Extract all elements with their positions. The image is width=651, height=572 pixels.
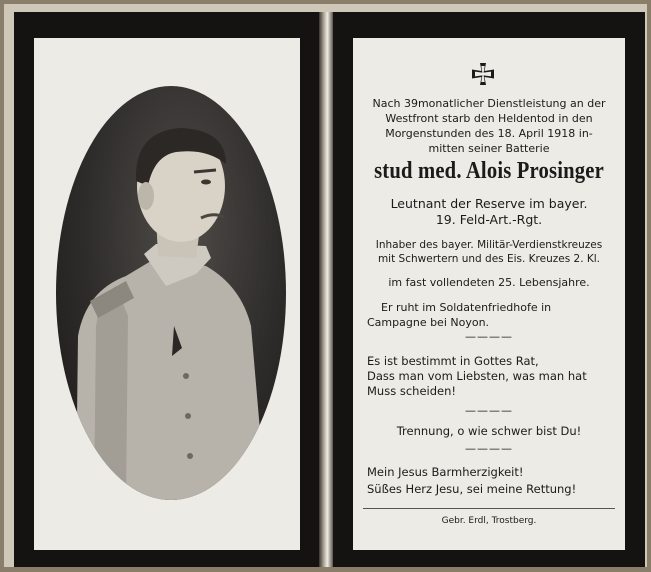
soldier-silhouette [56,86,286,500]
text-line: Nach 39monatlicher Dienstleistung an der [372,97,606,110]
text-line: Es ist bestimmt in Gottes Rat, [367,354,539,368]
divider: ———— [465,330,513,343]
divider: ———— [465,404,513,417]
age-text: im fast vollendeten 25. Lebensjahre. [388,276,590,289]
deceased-name: stud med. Alois Prosinger [374,158,604,184]
bottom-rule [363,508,615,509]
text-panel [333,12,645,567]
divider: ———— [465,442,513,455]
burial-text [367,300,625,330]
printer-credit: Gebr. Erdl, Trostberg. [441,516,537,526]
text-line: mitten seiner Batterie [428,142,550,155]
text-line: Dass man vom Liebsten, was man hat [367,369,587,383]
verse-text [367,354,625,399]
text-line: mit Schwertern und des Eis. Kreuzes 2. Kl. [377,253,601,265]
text-line: Inhaber des bayer. Militär-Verdienstkreuzes [375,239,603,251]
rank-text [353,196,625,228]
card-fold [319,12,333,567]
death-notice-text [353,96,625,156]
text-line: Campagne bei Noyon. [367,316,490,329]
iron-cross-icon [471,62,495,86]
text-frame [353,38,625,550]
prayer-text [367,464,625,498]
text-line: Leutnant der Reserve im bayer. [390,196,588,211]
decorations-text [353,238,625,266]
portrait-frame [34,38,300,550]
text-line: Morgenstunden des 18. April 1918 in- [385,127,593,140]
text-line: Mein Jesus Barmherzigkeit! [367,465,524,479]
text-line: Süßes Herz Jesu, sei meine Rettung! [367,482,577,496]
text-line: 19. Feld-Art.-Rgt. [435,212,543,227]
text-line: Westfront starb den Heldentod in den [385,112,593,125]
portrait-photo [56,86,286,500]
parting-text: Trennung, o wie schwer bist Du! [396,424,582,438]
text-line: Er ruht im Soldatenfriedhofe in [381,301,552,314]
memorial-card [4,4,647,567]
portrait-panel [14,12,319,567]
text-line: Muss scheiden! [367,384,456,398]
